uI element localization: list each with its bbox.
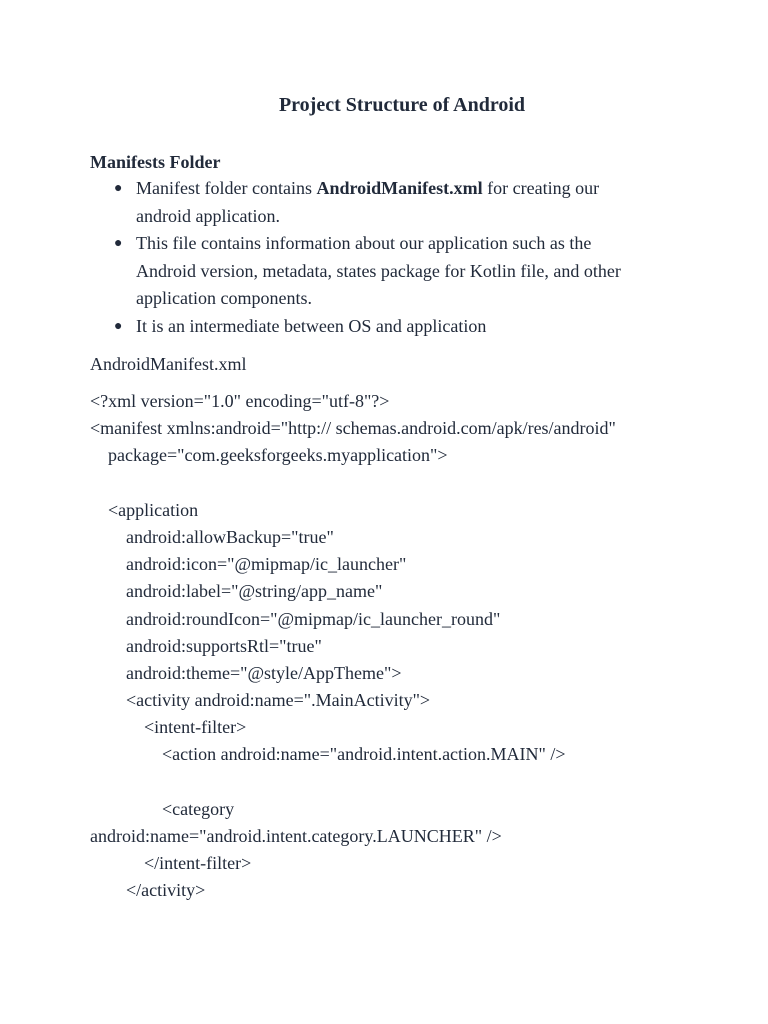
bullet-list <box>90 175 710 340</box>
section-heading: Manifests Folder <box>90 152 221 172</box>
code-line: <action android:name="android.intent.action.MAIN" /> <box>90 744 566 765</box>
code-line: </activity> <box>90 880 206 901</box>
code-line: android:theme="@style/AppTheme"> <box>90 662 402 683</box>
code-line: android:allowBackup="true" <box>90 526 334 547</box>
code-line: android:icon="@mipmap/ic_launcher" <box>90 554 407 575</box>
bullet-icon: ● <box>114 236 123 251</box>
bullet-text-fragment: application components. <box>136 288 312 308</box>
code-block <box>90 388 750 905</box>
bold-filename: AndroidManifest.xml <box>316 178 483 198</box>
page-title: Project Structure of Android <box>278 94 526 116</box>
code-line: <manifest xmlns:android="http:// schemas.android.com/apk/res/android" <box>90 418 616 439</box>
bullet-text <box>136 175 710 230</box>
bullet-text-fragment: android application. <box>136 205 280 226</box>
bullet-icon: ● <box>114 181 123 196</box>
code-line: android:label="@string/app_name" <box>90 581 383 602</box>
code-line: </intent-filter> <box>90 853 252 874</box>
code-line: <activity android:name=".MainActivity"> <box>90 690 431 711</box>
code-line: <application <box>90 499 199 520</box>
code-line: package="com.geeksforgeeks.myapplication"> <box>90 445 448 466</box>
bullet-text-fragment: Manifest folder contains <box>136 178 317 198</box>
code-line <box>90 470 750 497</box>
code-line: android:name="android.intent.category.LAUNCHER" /> <box>90 826 502 846</box>
code-line: <category <box>90 798 235 819</box>
code-filename-label: AndroidManifest.xml <box>90 354 247 374</box>
list-item <box>90 313 710 341</box>
code-line: <intent-filter> <box>90 717 247 738</box>
list-item <box>90 230 710 313</box>
bullet-text-fragment: Android version, metadata, states package for Kotlin file, and other <box>136 260 621 281</box>
code-line: <?xml version="1.0" encoding="utf-8"?> <box>90 391 390 411</box>
bullet-text-fragment: for creating our <box>482 178 600 198</box>
bullet-text-fragment: It is an intermediate between OS and application <box>136 315 487 336</box>
list-item <box>90 175 710 230</box>
bullet-text-fragment: This file contains information about our application such as the <box>136 233 592 253</box>
bullet-text <box>136 230 710 313</box>
bullet-text <box>136 313 710 341</box>
bullet-icon: ● <box>114 318 123 334</box>
code-line: android:roundIcon="@mipmap/ic_launcher_round" <box>90 608 501 629</box>
code-line: android:supportsRtl="true" <box>90 635 322 656</box>
code-line <box>90 769 750 796</box>
